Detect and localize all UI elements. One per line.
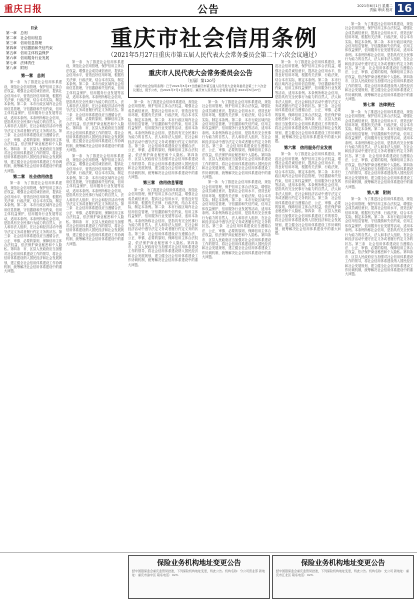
body-paragraph: 第一条 为了推进社会信用体系建设，规范社会信用管理，保护信用主体合法权益，增强社会成员诚信意识，提高社会信用水平，营造良好信用环境，根据有关法律、行政法规，结合本市实际，制定本条例。第二条 本市行政区域内社会信用信息管理，守信激励和失信约束，信用主体权益保护，信用服务行业发展等活动，适用本条例。本条例所称社会信用，是指具有完全民事行为能力的自然人、法人和非法人组织，在社会和经济活动中遵守法定义务或者履行约定义务的状态。第三条 社会信用体系建设应当遵循合法、公正、审慎、必要的原则，保障信用主体合法权益，依法保护商业秘密和个人隐私。第四条 市、区县人民政府应当加强对社会信用体系建设工作的领导，将社会信用体系建设纳入国民经济和社会发展规划，建立健全社会信用体系建设工作协调机制，统筹解决社会信用体系建设中的重大问题。	[66, 60, 124, 153]
body-paragraph: 第一条 为了推进社会信用体系建设，规范社会信用管理，保护信用主体合法权益，增强社会成员诚信意识，提高社会信用水平，营造良好信用环境，根据有关法律、行政法规，结合本市实际，制定本条例。第二条 本市行政区域内社会信用信息管理，守信激励和失信约束，信用主体权益保护，信用服务行业发展等活动，适用本条例。本条例所称社会信用，是指具有完全民事行为能力的自然人、法人和非法人组织，在社会和经济活动中遵守法定义务或者履行约定义务的状态。第三条 社会信用体系建设应当遵循合法、公正、审慎、必要的原则，保障信用主体合法权益，依法保护商业秘密和个人隐私。第四条 市、区县人民政府应当加强对社会信用体系建设工作的领导，将社会信用体系建设纳入国民经济和社会发展规划，建立健全社会信用体系建设工作协调机制，统筹解决社会信用体系建设中的重大问题。	[4, 80, 62, 173]
toc-item: 第八章 附则	[6, 66, 28, 70]
body-paragraph: 第一条 为了推进社会信用体系建设，规范社会信用管理，保护信用主体合法权益，增强社会成员诚信意识，提高社会信用水平，营造良好信用环境，根据有关法律、行政法规，结合本市实际，制定本条例。第二条 本市行政区域内社会信用信息管理，守信激励和失信约束，信用主体权益保护，信用服务行业发展等活动，适用本条例。本条例所称社会信用，是指具有完全民事行为能力的自然人、法人和非法人组织，在社会和经济活动中遵守法定义务或者履行约定义务的状态。第三条 社会信用体系建设应当遵循合法、公正、审慎、必要的原则，保障信用主体合法权益，依法保护商业秘密和个人隐私。第四条 市、区县人民政府应当加强对社会信用体系建设工作的领导，将社会信用体系建设纳入国民经济和社会发展规划，建立健全社会信用体系建设工作协调机制，统筹解决社会信用体系建设中的重大问题。	[4, 181, 62, 274]
notice-body: 《重庆市社会信用条例》已于2021年5月27日经重庆市第五届人民代表大会常务委员会第二十六次会议通过，现予公布，自2021年7月1日起施行。重庆市人民代表大会常务委员会 2021年5月27日	[133, 84, 267, 92]
toc-item: 第一章 总则	[6, 31, 28, 35]
official-notice	[128, 64, 273, 98]
body-paragraph: 第一条 为了推进社会信用体系建设，规范社会信用管理，保护信用主体合法权益，增强社会成员诚信意识，提高社会信用水平，营造良好信用环境，根据有关法律、行政法规，结合本市实际，制定本条例。第二条 本市行政区域内社会信用信息管理，守信激励和失信约束，信用主体权益保护，信用服务行业发展等活动，适用本条例。本条例所称社会信用，是指具有完全民事行为能力的自然人、法人和非法人组织，在社会和经济活动中遵守法定义务或者履行约定义务的状态。第三条 社会信用体系建设应当遵循合法、公正、审慎、必要的原则，保障信用主体合法权益，依法保护商业秘密和个人隐私。第四条 市、区县人民政府应当加强对社会信用体系建设工作的领导，将社会信用体系建设纳入国民经济和社会发展规划，建立健全社会信用体系建设工作协调机制，统筹解决社会信用体系建设中的重大问题。	[275, 60, 341, 144]
column-2	[66, 60, 124, 594]
chapter-heading: 第三章 信用信息管理	[143, 180, 183, 186]
ad-body: 经中国银保监会重庆监管局批准，下列保险机构地址变更，特此公告。机构名称：支公司 新地址：重庆市江北区 联系电话：023-	[276, 569, 409, 577]
table-of-contents	[6, 26, 62, 71]
body-paragraph: 第一条 为了推进社会信用体系建设，规范社会信用管理，保护信用主体合法权益，增强社会成员诚信意识，提高社会信用水平，营造良好信用环境，根据有关法律、行政法规，结合本市实际，制定本条例。第二条 本市行政区域内社会信用信息管理，守信激励和失信约束，信用主体权益保护，信用服务行业发展等活动，适用本条例。本条例所称社会信用，是指具有完全民事行为能力的自然人、法人和非法人组织，在社会和经济活动中遵守法定义务或者履行约定义务的状态。第三条 社会信用体系建设应当遵循合法、公正、审慎、必要的原则，保障信用主体合法权益，依法保护商业秘密和个人隐私。第四条 市、区县人民政府应当加强对社会信用体系建设工作的领导，将社会信用体系建设纳入国民经济和社会发展规划，建立健全社会信用体系建设工作协调机制，统筹解决社会信用体系建设中的重大问题。	[202, 180, 275, 260]
issue-date: 2021年6月1日 星期二	[357, 4, 393, 8]
article-subtitle: （2021年5月27日重庆市第五届人民代表大会常务委员会第二十六次会议通过）	[107, 52, 321, 59]
column-1	[4, 22, 62, 594]
issue-meta	[357, 4, 392, 12]
body-paragraph: 第一条 为了推进社会信用体系建设，规范社会信用管理，保护信用主体合法权益，增强社会成员诚信意识，提高社会信用水平，营造良好信用环境，根据有关法律、行政法规，结合本市实际，制定本条例。第二条 本市行政区域内社会信用信息管理，守信激励和失信约束，信用主体权益保护，信用服务行业发展等活动，适用本条例。本条例所称社会信用，是指具有完全民事行为能力的自然人、法人和非法人组织，在社会和经济活动中遵守法定义务或者履行约定义务的状态。第三条 社会信用体系建设应当遵循合法、公正、审慎、必要的原则，保障信用主体合法权益，依法保护商业秘密和个人隐私。第四条 市、区县人民政府应当加强对社会信用体系建设工作的领导，将社会信用体系建设纳入国民经济和社会发展规划，建立健全社会信用体系建设工作协调机制，统筹解决社会信用体系建设中的重大问题。	[128, 187, 202, 267]
notice-title: 重庆市人民代表大会常务委员会公告	[148, 69, 253, 77]
ad-box	[272, 555, 414, 599]
toc-heading: 目录	[30, 26, 38, 30]
page-number: 16	[396, 1, 412, 15]
body-paragraph: 第一条 为了推进社会信用体系建设，规范社会信用管理，保护信用主体合法权益，增强社会成员诚信意识，提高社会信用水平，营造良好信用环境，根据有关法律、行政法规，结合本市实际，制定本条例。第二条 本市行政区域内社会信用信息管理，守信激励和失信约束，信用主体权益保护，信用服务行业发展等活动，适用本条例。本条例所称社会信用，是指具有完全民事行为能力的自然人、法人和非法人组织，在社会和经济活动中遵守法定义务或者履行约定义务的状态。第三条 社会信用体系建设应当遵循合法、公正、审慎、必要的原则，保障信用主体合法权益，依法保护商业秘密和个人隐私。第四条 市、区县人民政府应当加强对社会信用体系建设工作的领导，将社会信用体系建设纳入国民经济和社会发展规划，建立健全社会信用体系建设工作协调机制，统筹解决社会信用体系建设中的重大问题。	[66, 153, 124, 246]
chapter-heading: 第六章 信用服务行业发展	[284, 144, 332, 150]
body-paragraph: 第一条 为了推进社会信用体系建设，规范社会信用管理，保护信用主体合法权益，增强社会成员诚信意识，提高社会信用水平，营造良好信用环境，根据有关法律、行政法规，结合本市实际，制定本条例。第二条 本市行政区域内社会信用信息管理，守信激励和失信约束，信用主体权益保护，信用服务行业发展等活动，适用本条例。本条例所称社会信用，是指具有完全民事行为能力的自然人、法人和非法人组织，在社会和经济活动中遵守法定义务或者履行约定义务的状态。第三条 社会信用体系建设应当遵循合法、公正、审慎、必要的原则，保障信用主体合法权益，依法保护商业秘密和个人隐私。第四条 市、区县人民政府应当加强对社会信用体系建设工作的领导，将社会信用体系建设纳入国民经济和社会发展规划，建立健全社会信用体系建设工作协调机制，统筹解决社会信用体系建设中的重大问题。	[345, 22, 417, 101]
body-paragraph: 第一条 为了推进社会信用体系建设，规范社会信用管理，保护信用主体合法权益，增强社会成员诚信意识，提高社会信用水平，营造良好信用环境，根据有关法律、行政法规，结合本市实际，制定本条例。第二条 本市行政区域内社会信用信息管理，守信激励和失信约束，信用主体权益保护，信用服务行业发展等活动，适用本条例。本条例所称社会信用，是指具有完全民事行为能力的自然人、法人和非法人组织，在社会和经济活动中遵守法定义务或者履行约定义务的状态。第三条 社会信用体系建设应当遵循合法、公正、审慎、必要的原则，保障信用主体合法权益，依法保护商业秘密和个人隐私。第四条 市、区县人民政府应当加强对社会信用体系建设工作的领导，将社会信用体系建设纳入国民经济和社会发展规划，建立健全社会信用体系建设工作协调机制，统筹解决社会信用体系建设中的重大问题。	[345, 109, 417, 189]
toc-item: 第二章 社会信用信息	[6, 36, 42, 40]
body-paragraph: 第一条 为了推进社会信用体系建设，规范社会信用管理，保护信用主体合法权益，增强社会成员诚信意识，提高社会信用水平，营造良好信用环境，根据有关法律、行政法规，结合本市实际，制定本条例。第二条 本市行政区域内社会信用信息管理，守信激励和失信约束，信用主体权益保护，信用服务行业发展等活动，适用本条例。本条例所称社会信用，是指具有完全民事行为能力的自然人、法人和非法人组织，在社会和经济活动中遵守法定义务或者履行约定义务的状态。第三条 社会信用体系建设应当遵循合法、公正、审慎、必要的原则，保障信用主体合法权益，依法保护商业秘密和个人隐私。第四条 市、区县人民政府应当加强对社会信用体系建设工作的领导，将社会信用体系建设纳入国民经济和社会发展规划，建立健全社会信用体系建设工作协调机制，统筹解决社会信用体系建设中的重大问题。	[345, 197, 417, 277]
chapter-heading: 第八章 附则	[367, 190, 391, 196]
toc-item: 第五章 信用主体权益保护	[6, 51, 50, 55]
column-4	[202, 100, 275, 594]
chapter-heading: 第一章 总则	[21, 73, 45, 78]
notice-number: 〔五届〕第120号	[185, 78, 216, 83]
newspaper-logo: 重庆日报	[4, 4, 43, 15]
body-paragraph: 第一条 为了推进社会信用体系建设，规范社会信用管理，保护信用主体合法权益，增强社会成员诚信意识，提高社会信用水平，营造良好信用环境，根据有关法律、行政法规，结合本市实际，制定本条例。第二条 本市行政区域内社会信用信息管理，守信激励和失信约束，信用主体权益保护，信用服务行业发展等活动，适用本条例。本条例所称社会信用，是指具有完全民事行为能力的自然人、法人和非法人组织，在社会和经济活动中遵守法定义务或者履行约定义务的状态。第三条 社会信用体系建设应当遵循合法、公正、审慎、必要的原则，保障信用主体合法权益，依法保护商业秘密和个人隐私。第四条 市、区县人民政府应当加强对社会信用体系建设工作的领导，将社会信用体系建设纳入国民经济和社会发展规划，建立健全社会信用体系建设工作协调机制，统筹解决社会信用体系建设中的重大问题。	[128, 100, 202, 179]
page-info	[357, 2, 414, 15]
toc-item: 第三章 信用信息管理	[6, 41, 42, 45]
ad-title: 保险业务机构地址变更公告	[157, 558, 241, 567]
ad-body: 经中国银保监会重庆监管局批准，下列保险机构地址变更，特此公告。机构名称：分公司营业部 新地址：重庆市渝中区 联系电话：023-	[132, 569, 265, 577]
section-title: 公告	[197, 5, 220, 16]
masthead	[0, 0, 417, 17]
toc-item: 第四章 守信激励和失信约束	[6, 46, 53, 50]
toc-item: 第七章 法律责任	[6, 61, 35, 65]
body-paragraph: 第一条 为了推进社会信用体系建设，规范社会信用管理，保护信用主体合法权益，增强社会成员诚信意识，提高社会信用水平，营造良好信用环境，根据有关法律、行政法规，结合本市实际，制定本条例。第二条 本市行政区域内社会信用信息管理，守信激励和失信约束，信用主体权益保护，信用服务行业发展等活动，适用本条例。本条例所称社会信用，是指具有完全民事行为能力的自然人、法人和非法人组织，在社会和经济活动中遵守法定义务或者履行约定义务的状态。第三条 社会信用体系建设应当遵循合法、公正、审慎、必要的原则，保障信用主体合法权益，依法保护商业秘密和个人隐私。第四条 市、区县人民政府应当加强对社会信用体系建设工作的领导，将社会信用体系建设纳入国民经济和社会发展规划，建立健全社会信用体系建设工作协调机制，统筹解决社会信用体系建设中的重大问题。	[202, 100, 275, 179]
chapter-heading: 第七章 法律责任	[363, 102, 395, 108]
issue-editors: 责编 审读 校对	[369, 8, 393, 12]
ad-title: 保险业务机构地址变更公告	[301, 558, 385, 567]
ad-box	[128, 555, 270, 599]
article-headline: 重庆市社会信用条例	[110, 26, 318, 52]
column-6	[345, 22, 417, 594]
ad-divider	[0, 552, 417, 553]
toc-item: 第六章 信用服务行业发展	[6, 56, 50, 60]
body-paragraph: 第一条 为了推进社会信用体系建设，规范社会信用管理，保护信用主体合法权益，增强社会成员诚信意识，提高社会信用水平，营造良好信用环境，根据有关法律、行政法规，结合本市实际，制定本条例。第二条 本市行政区域内社会信用信息管理，守信激励和失信约束，信用主体权益保护，信用服务行业发展等活动，适用本条例。本条例所称社会信用，是指具有完全民事行为能力的自然人、法人和非法人组织，在社会和经济活动中遵守法定义务或者履行约定义务的状态。第三条 社会信用体系建设应当遵循合法、公正、审慎、必要的原则，保障信用主体合法权益，依法保护商业秘密和个人隐私。第四条 市、区县人民政府应当加强对社会信用体系建设工作的领导，将社会信用体系建设纳入国民经济和社会发展规划，建立健全社会信用体系建设工作协调机制，统筹解决社会信用体系建设中的重大问题。	[275, 152, 341, 236]
column-5	[275, 60, 341, 594]
chapter-heading: 第二章 社会信用信息	[13, 173, 53, 179]
